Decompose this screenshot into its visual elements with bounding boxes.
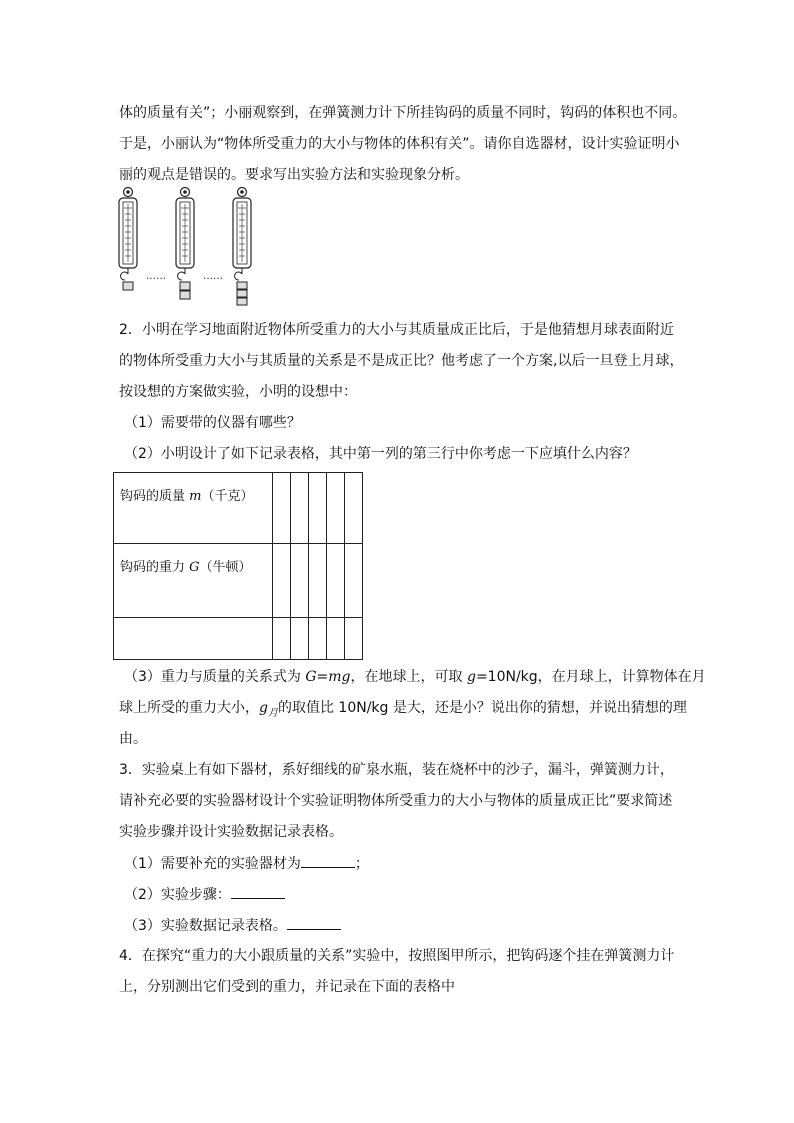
paragraph-line: 丽的观点是错误的。要求写出实验方法和实验现象分析。	[119, 167, 469, 183]
ellipsis-text: ……	[146, 271, 166, 282]
question-2-sub-3-line: 由。	[119, 731, 147, 747]
ellipsis-text: ……	[203, 271, 223, 282]
question-3-sub-1: （1）需要补充的实验器材为 ；	[124, 853, 369, 874]
table-row	[114, 618, 363, 660]
table-header-empty	[114, 618, 273, 660]
question-3-sub-2: （2）实验步骤：	[124, 884, 285, 905]
question-2-sub-2: （2）小明设计了如下记录表格，其中第一列的第三行中你考虑一下应填什么内容？	[124, 446, 637, 462]
table-header-mass: 钩码的质量 m（千克）	[114, 473, 273, 544]
question-3-line: 请补充必要的实验器材设计个实验证明物体所受重力的大小与物体的质量成正比”要求简述	[119, 793, 673, 809]
answer-blank[interactable]	[287, 915, 341, 930]
spring-scale-2	[176, 188, 194, 300]
answer-blank[interactable]	[301, 853, 355, 868]
paragraph-line: 体的质量有关”；小丽观察到，在弹簧测力计下所挂钩码的质量不同时，钩码的体积也不同。	[119, 105, 687, 121]
question-2-line: 2．小明在学习地面附近物体所受重力的大小与其质量成正比后，于是他猜想月球表面附近	[119, 322, 674, 338]
record-table	[113, 472, 363, 660]
table-row	[114, 544, 363, 618]
spring-scale-3	[233, 188, 251, 306]
question-2-sub-3-line: 球上所受的重力大小，$g_月$的取值比 10N/kg 是大，还是小？说出你的猜想，并说出猜想的理	[119, 700, 687, 719]
spring-scale-1	[119, 188, 137, 291]
question-4-line: 4．在探究“重力的大小跟质量的关系”实验中，按照图甲所示，把钩码逐个挂在弹簧测力计	[119, 948, 675, 964]
question-3-line: 实验步骤并设计实验数据记录表格。	[119, 824, 343, 840]
question-3-sub-3: （3）实验数据记录表格。	[124, 915, 341, 936]
table-header-weight: 钩码的重力 G（牛顿）	[114, 544, 273, 618]
question-2-sub-3: （3）重力与质量的关系式为 G=mg，在地球上，可取 g=10N/kg，在月球上，计算物体在月	[124, 669, 706, 685]
question-2-line: 按设想的方案做实验，小明的设想中：	[119, 384, 357, 400]
question-2-line: 的物体所受重力大小与其质量的关系是不是成正比？他考虑了一个方案,以后一旦登上月球，	[119, 353, 684, 369]
paragraph-line: 于是，小丽认为“物体所受重力的大小与物体的体积有关”。请你自选器材，设计实验证明小	[119, 136, 680, 152]
answer-blank[interactable]	[231, 884, 285, 899]
question-2-sub-1: （1）需要带的仪器有哪些？	[124, 415, 301, 431]
spring-scale-figure	[118, 186, 258, 314]
question-3-line: 3．实验桌上有如下器材，系好细线的矿泉水瓶，装在烧杯中的沙子，漏斗，弹簧测力计，	[119, 762, 674, 778]
table-row	[114, 473, 363, 544]
question-4-line: 上，分别测出它们受到的重力，并记录在下面的表格中	[119, 979, 455, 995]
